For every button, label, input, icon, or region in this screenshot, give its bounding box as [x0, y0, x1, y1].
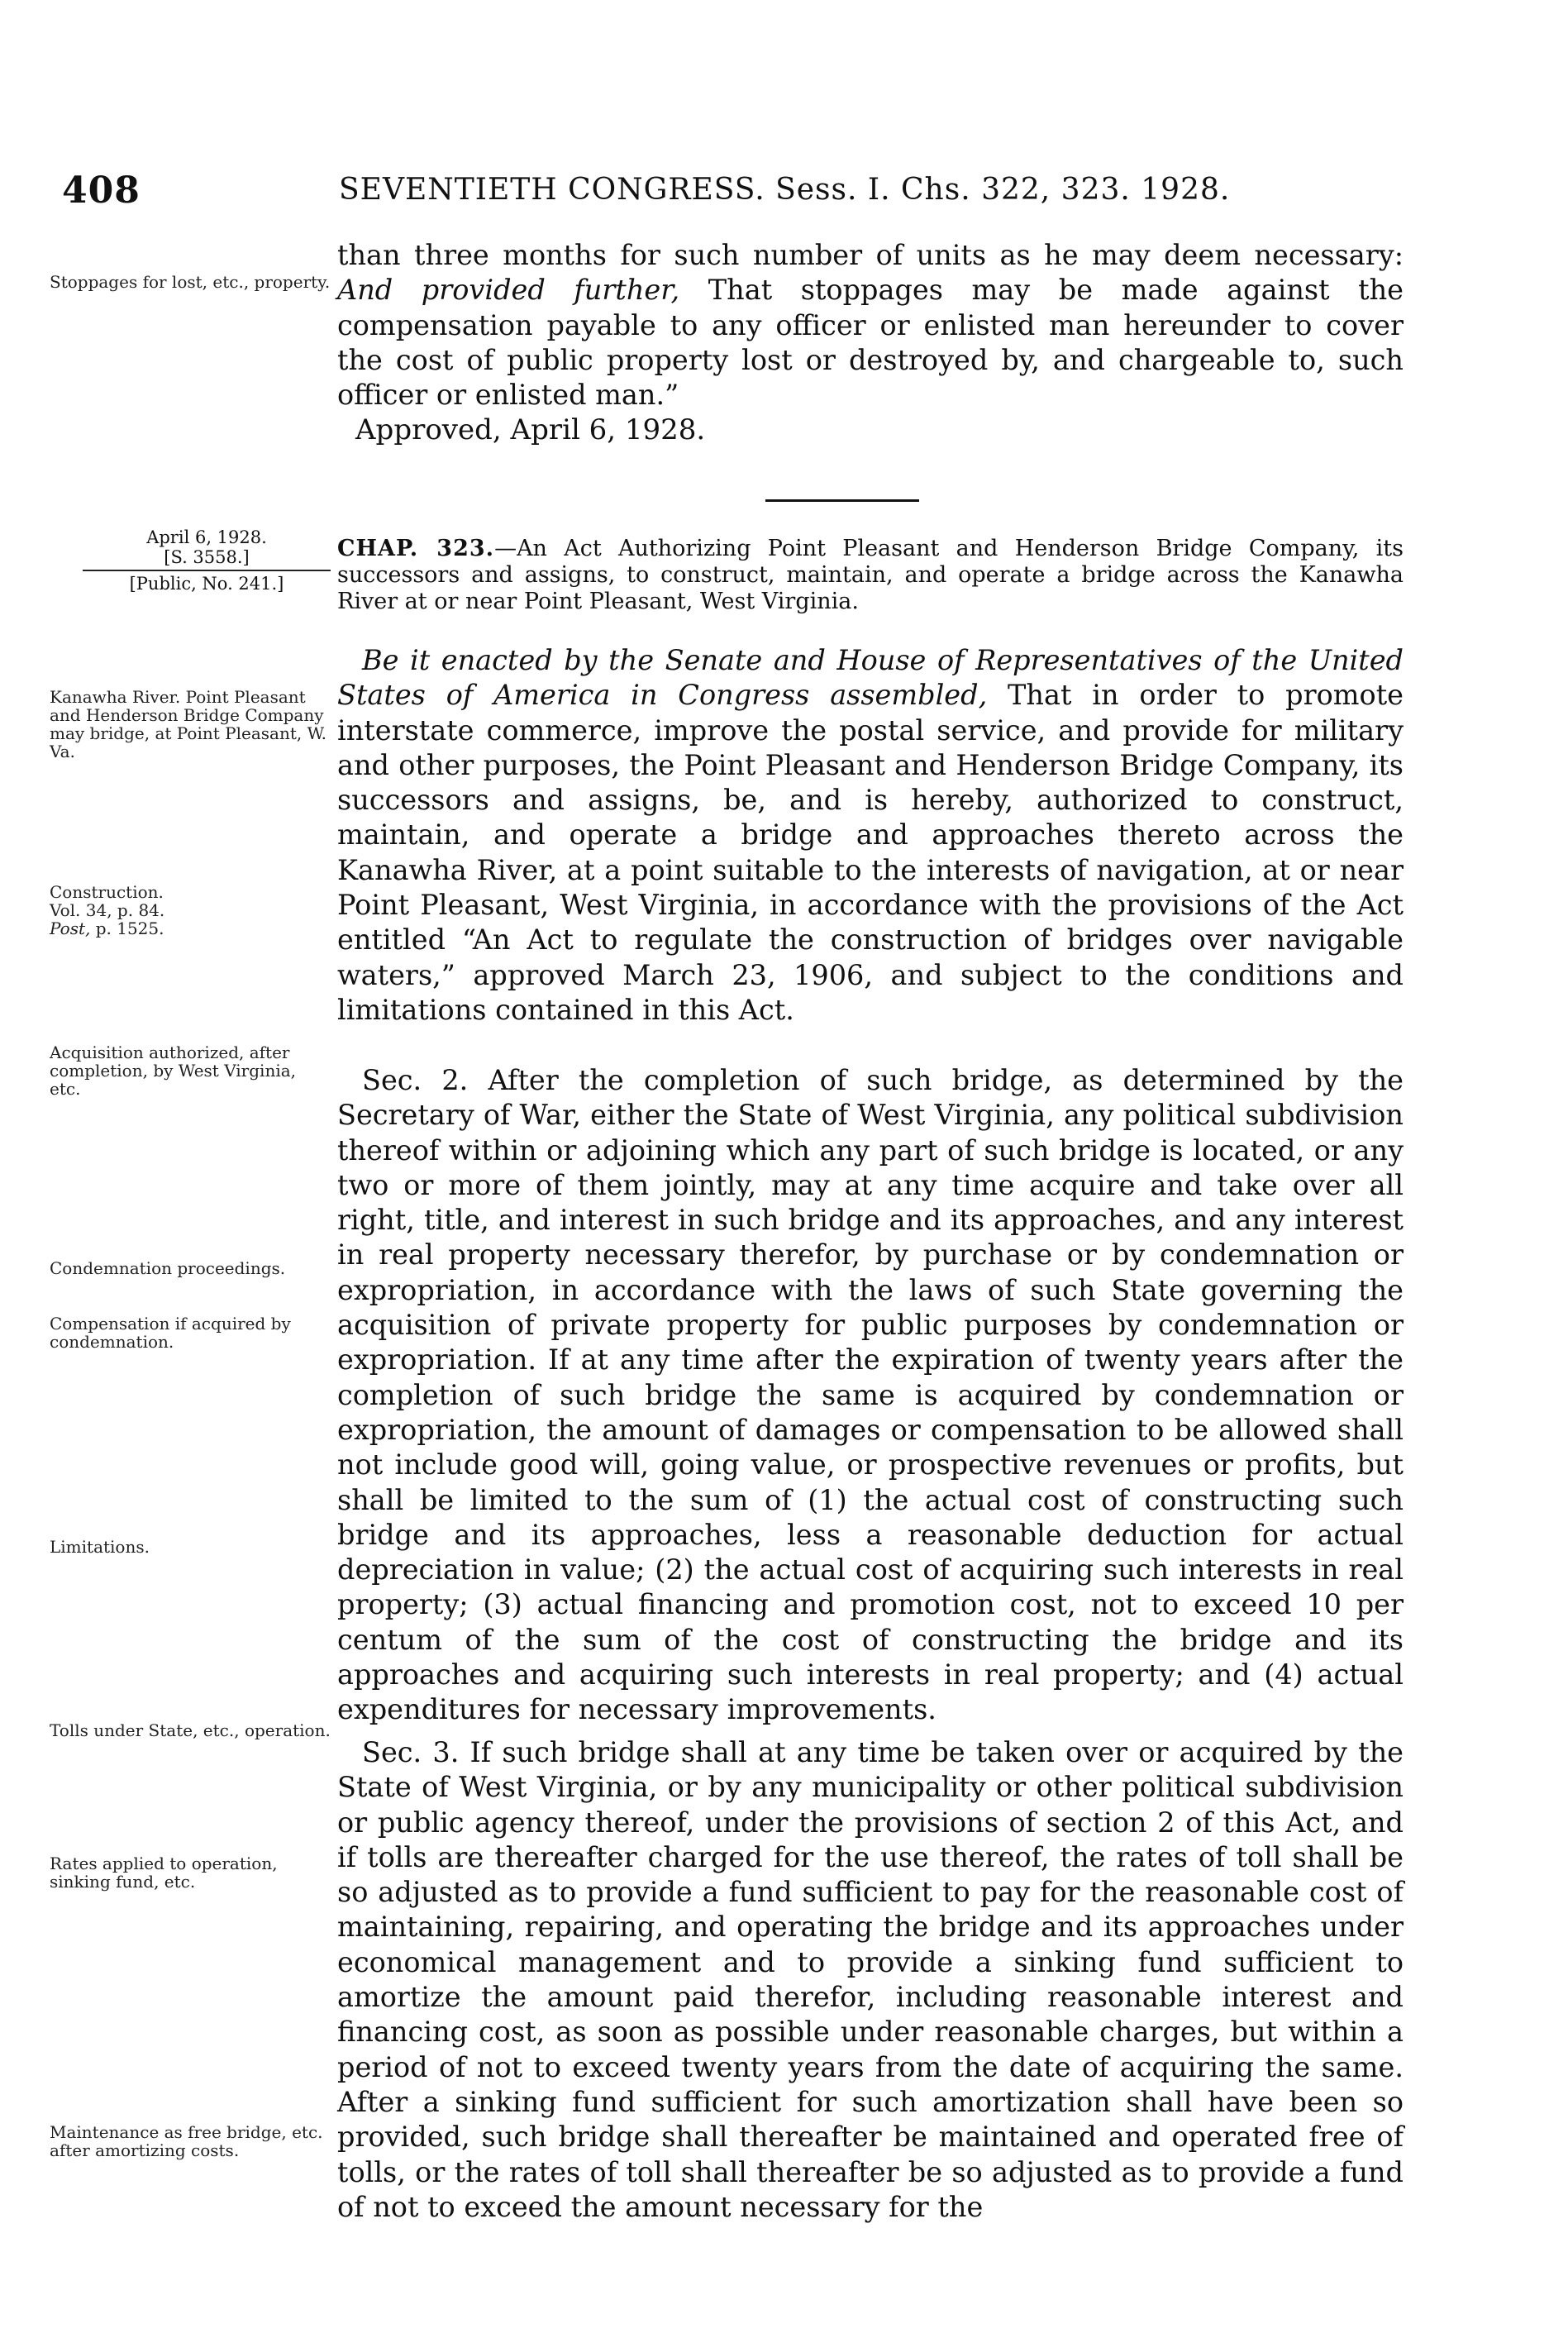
margin-note-maintenance: Maintenance as free bridge, etc. after amortizing costs. [50, 2122, 323, 2160]
enacting-clause [337, 643, 1404, 1028]
section-divider [765, 499, 919, 502]
margin-note-construction-block [50, 883, 331, 938]
margin-note-tolls: Tolls under State, etc., operation. [50, 1720, 331, 1740]
margin-note-construction-ref-1: Vol. 34, p. 84. [50, 900, 165, 920]
enacting-formula: Be it enacted by the Senate and House of Representatives of the United States of America in Congress assembled, [337, 644, 1404, 712]
public-law-number: [Public, No. 241.] [129, 574, 284, 594]
construction-ref-2-page: p. 1525. [90, 918, 164, 938]
margin-note-acquisition: Acquisition authorized, after completion, by West Virginia, etc. [50, 1043, 296, 1099]
section-3-text: If such bridge shall at any time be taken over or acquired by the State of West Virginia, or by any municipality or other political subdivision or public agency thereof, under the provisions of section 2 of this Act, and if tolls are thereafter charged for the use thereof, the rates of toll shall be so adjusted as to provide a fund sufficient to pay for the reasonable cost of maintaining, repairing, and operating the bridge and its approaches under economical management and to provide a sinking fund sufficient to amortize the amount paid therefor, including reasonable interest and financing cost, as soon as possible under reasonable charges, but within a period of not to exceed twenty years from the date of acquiring the same. After a sinking fund sufficient for such amortization shall have been so provided, such bridge shall thereafter be maintained and operated free of tolls, or the rates of toll shall thereafter be so adjusted as to provide a fund of not to exceed the amount necessary for the [337, 1736, 1404, 2223]
chapter-title [337, 536, 1404, 615]
page-header [62, 169, 1401, 227]
page-number: 408 [62, 169, 141, 212]
post-italic: Post, [50, 918, 91, 938]
section-2-text: After the completion of such bridge, as determined by the Secretary of War, either the State of West Virginia, any political subdivision thereof within or adjoining which any part of such bridge is located, or any two or more of them jointly, may at any time acquire and take over all right, title, and interest in such bridge and its approaches, and any interest in real property necessary therefor, by purchase or by condemnation or expropriation, in accordance with the laws of such State governing the acquisition of private property for public purposes by condemnation or expropriation. If at any time after the expiration of twenty years after the completion of such bridge the same is acquired by condemnation or expropriation, the amount of damages or compensation to be allowed shall not include good will, going value, or prospective revenues or profits, but shall be limited to the sum of (1) the actual cost of constructing such bridge and its approaches, less a reasonable deduction for actual depreciation in value; (2) the actual cost of acquiring such interests in real property; (3) actual financing and promotion cost, not to exceed 10 per centum of the sum of the cost of constructing the bridge and its approaches and acquiring such interests in real property; and (4) actual expenditures for necessary improvements. [337, 1064, 1404, 1726]
chapter-title-text: —An Act Authorizing Point Pleasant and Henderson Bridge Company, its successors and assigns, to construct, maintain, and operate a bridge across the Kanawha River at or near Point Pleasant, West Virginia. [337, 536, 1404, 614]
approved-line: Approved, April 6, 1928. [355, 413, 706, 446]
margin-note-compensation: Compensation if acquired by condemnation. [50, 1314, 291, 1352]
margin-note-rates: Rates applied to operation, sinking fund, etc. [50, 1854, 278, 1892]
continuation-text-2: That stoppages may be made against the compensation payable to any officer or enlisted man hereunder to cover the cost of public property lost or destroyed by, and chargeable to, such officer or enlisted man.” [337, 274, 1404, 412]
section-3-label: Sec. 3. [362, 1736, 460, 1768]
margin-note-stoppages: Stoppages for lost, etc., property. [50, 272, 331, 292]
margin-note-kanawha: Kanawha River. Point Pleasant and Henderson Bridge Company may bridge, at Point Pleasant, W. Va. [50, 687, 326, 761]
chapter-label: CHAP. 323. [337, 536, 495, 561]
continuation-paragraph [337, 238, 1404, 413]
chapter-date: April 6, 1928. [146, 527, 267, 547]
proviso-italic: And provided further, [337, 274, 680, 307]
chapter-date-block [83, 527, 331, 594]
enacting-text: That in order to promote interstate commerce, improve the postal service, and provide for military and other purposes, the Point Pleasant and Henderson Bridge Company, its successors and assigns, be, and is hereby, authorized to construct, maintain, and operate a bridge and approaches thereto across the Kanawha River, at a point suitable to the interests of navigation, at or near Point Pleasant, West Virginia, in accordance with the provisions of the Act entitled “An Act to regulate the construction of bridges over navigable waters,” approved March 23, 1906, and subject to the conditions and limitations contained in this Act. [337, 679, 1404, 1026]
section-2 [337, 1063, 1404, 1728]
section-2-label: Sec. 2. [362, 1064, 469, 1096]
margin-note-construction: Construction. [50, 882, 164, 902]
section-3 [337, 1735, 1404, 2225]
margin-note-condemnation: Condemnation proceedings. [50, 1258, 286, 1278]
margin-note-limitations: Limitations. [50, 1537, 150, 1557]
running-head: SEVENTIETH CONGRESS. Sess. I. Chs. 322, 323. 1928. [339, 173, 1231, 207]
continuation-text-1: than three months for such number of units as he may deem necessary: [337, 239, 1404, 271]
margin-note-construction-ref-2 [50, 919, 331, 938]
senate-bill-number: [S. 3558.] [83, 547, 331, 571]
